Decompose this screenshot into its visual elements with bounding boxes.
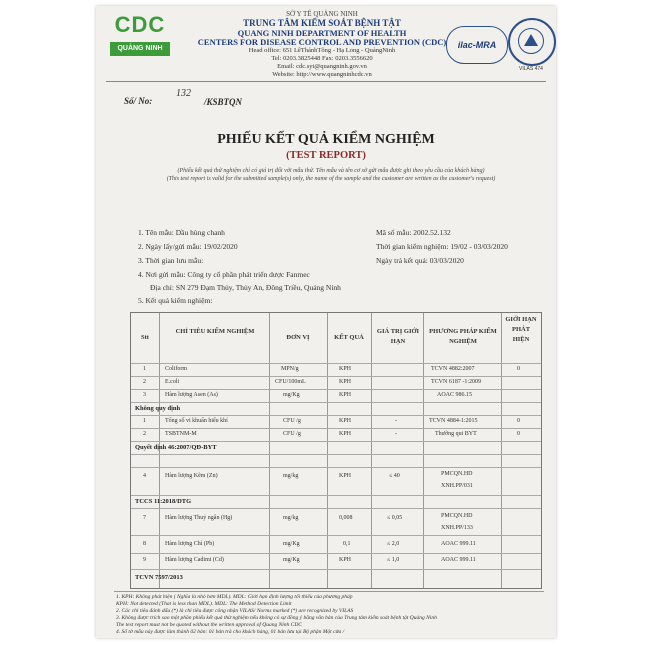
row-c1-method-code: XNH.PP/031: [441, 483, 473, 489]
row-c1-name: Hàm lượng Kẽm (Zn): [165, 473, 218, 479]
row-a1-name: Coliform: [165, 366, 187, 372]
row-d3-method: AOAC 999.11: [441, 557, 476, 563]
row-d1-limit: ≤ 0,05: [387, 515, 403, 521]
row-b1-result: KPH: [339, 418, 352, 424]
group-c-label: Quyết định 46:2007/QĐ-BYT: [135, 444, 217, 451]
header-divider: [106, 81, 546, 82]
row-d3-unit: mg/Kg: [283, 557, 300, 563]
row-b1-limit: -: [395, 418, 397, 424]
report-number: 132: [176, 88, 191, 99]
col-stt-header: Stt: [141, 334, 149, 341]
footnote-3: 3. Không được trích sao một phần phiếu kết quả thử nghiệm nếu không có sự đồng ý bằng văn bản của Trung tâm kiểm soát bệnh tật Quảng Ninh: [116, 615, 437, 621]
row-d2-method: AOAC 999.11: [441, 541, 476, 547]
row-b2-method: Thường qui BYT: [435, 431, 477, 437]
row-d1-method-code: XNH.PP/133: [441, 525, 473, 531]
group-b-label: Không quy định: [135, 405, 181, 412]
row-b2-detection: 0: [517, 431, 520, 437]
row-d1-method: PMCQN.HD: [441, 513, 473, 519]
col-method-header: PHƯƠNG PHÁP KIỂM NGHIỆM: [429, 328, 497, 345]
row-b2-limit: -: [395, 431, 397, 437]
email: Email: cdc.syt@quangninh.gov.vn: [277, 63, 367, 70]
row-d3-name: Hàm lượng Cadimi (Cd): [165, 557, 224, 563]
row-a1-detection: 0: [517, 366, 520, 372]
row-b1-unit: CFU /g: [283, 418, 301, 424]
disclaimer-en: (This test report is valid for the submitted sample(s) only, the name of the sample and the customer are written as the customer's request): [166, 176, 496, 182]
row-b1-name: Tổng số vi khuẩn hiếu khí: [165, 418, 228, 424]
sample-code: Mã số mẫu: 2002.52.132: [376, 228, 451, 237]
row-a1-unit: MPN/g: [281, 366, 299, 372]
department-name-en: QUANG NINH DEPARTMENT OF HEALTH: [237, 28, 407, 38]
test-time: Thời gian kiểm nghiệm: 19/02 - 03/03/2020: [376, 242, 508, 251]
row-c1-limit: ≤ 40: [389, 473, 400, 479]
footnote-divider: [114, 591, 544, 592]
test-report-document: [96, 6, 556, 638]
row-d2-unit: mg/Kg: [283, 541, 300, 547]
row-c1-unit: mg/kg: [283, 473, 299, 479]
cdc-logo: [110, 12, 170, 62]
col-criteria-header: CHỈ TIÊU KIỂM NGHIỆM: [175, 328, 255, 335]
row-d1-result: 0,008: [339, 515, 353, 521]
sender: 4. Nơi gửi mẫu: Công ty cổ phần phát triển dược Fanmec: [138, 270, 310, 279]
row-a3-stt: 3: [143, 392, 146, 398]
row-c1-stt: 4: [143, 473, 146, 479]
row-a1-result: KPH: [339, 366, 352, 372]
group-d-label: TCCS 11:2018/DTG: [135, 498, 192, 505]
row-c1-method: PMCQN.HD: [441, 471, 473, 477]
footnote-2: 2. Các chỉ tiêu đánh dấu (*) là chỉ tiêu được công nhận VILAS/ Norms marked (*) are recognized by VILAS: [116, 608, 354, 614]
footnote-1-en: KPH: Not detected (That is less than MDL). MDL: The Method Detection Limit: [116, 601, 292, 607]
row-b2-stt: 2: [143, 431, 146, 437]
result-date: Ngày trả kết quả: 03/03/2020: [376, 256, 464, 265]
cdc-logo-text: CDC: [114, 12, 166, 37]
group-e-label: TCVN 7597/2013: [135, 574, 183, 581]
sample-received-date: 2. Ngày lấy/gửi mẫu: 19/02/2020: [138, 242, 238, 251]
col-result-header: KẾT QUẢ: [334, 334, 364, 341]
row-a2-result: KPH: [339, 379, 352, 385]
footnote-4: 4. Số tờ mẫu này được làm thành 02 bản: 01 bản trả cho khách hàng, 01 bản lưu tại Bộ phận Một cửa /: [116, 629, 345, 635]
row-d2-stt: 8: [143, 541, 146, 547]
row-d2-name: Hàm lượng Chì (Pb): [165, 541, 215, 547]
website: Website: http://www.quangninhcdc.vn: [272, 71, 372, 78]
sample-name: 1. Tên mẫu: Dầu hùng chanh: [138, 228, 225, 237]
row-b2-name: TSBTNM-M: [165, 431, 197, 437]
row-a1-stt: 1: [143, 366, 146, 372]
row-a3-method: AOAC 986.15: [437, 392, 473, 398]
row-b1-stt: 1: [143, 418, 146, 424]
results-label: 5. Kết quả kiểm nghiệm:: [138, 296, 213, 305]
col-detection-header: GIỚI HẠN PHÁT HIỆN: [505, 316, 537, 343]
sender-address: Địa chỉ: SN 279 Đạm Thủy, Thủy An, Đông Triều, Quảng Ninh: [150, 283, 341, 292]
row-d3-result: KPH: [339, 557, 352, 563]
row-d1-unit: mg/kg: [283, 515, 299, 521]
center-name-vi: TRUNG TÂM KIỂM SOÁT BỆNH TẬT: [243, 18, 401, 28]
row-b2-unit: CFU /g: [283, 431, 301, 437]
vilas-number: VILAS 474: [519, 66, 543, 72]
row-d2-limit: ≤ 2,0: [387, 541, 400, 547]
row-a3-result: KPH: [339, 392, 352, 398]
row-a2-unit: CFU/100mL: [275, 379, 306, 385]
report-no-suffix: /KSBTQN: [204, 97, 243, 107]
row-b1-method: TCVN 4884-1:2015: [429, 418, 478, 424]
footnote-1: 1. KPH: Không phát hiện ( Nghĩa là nhỏ hơn MDL). MDL: Giới hạn định lượng tối thiểu của phương pháp: [116, 594, 353, 600]
row-d3-limit: ≤ 1,0: [387, 557, 400, 563]
report-title-vi: PHIẾU KẾT QUẢ KIỂM NGHIỆM: [217, 132, 435, 147]
storage-time: 3. Thời gian lưu mẫu:: [138, 256, 204, 265]
row-d2-result: 0,1: [343, 541, 351, 547]
tel-fax: Tel: 0203.3825448 Fax: 0203.3556620: [271, 55, 373, 62]
report-title-en: (TEST REPORT): [286, 150, 366, 161]
row-a1-method: TCVN 4882:2007: [431, 366, 475, 372]
row-d1-name: Hàm lượng Thuỷ ngân (Hg): [165, 515, 233, 521]
col-unit-header: ĐƠN VỊ: [286, 334, 310, 341]
row-b2-result: KPH: [339, 431, 352, 437]
accreditation-seal-icon: [508, 18, 556, 66]
office-address: Head office: 651 LêThánhTông - Hạ Long - QuảngNinh: [248, 47, 396, 54]
report-no-label: Số/ No:: [124, 96, 153, 106]
row-b1-detection: 0: [517, 418, 520, 424]
results-table: [130, 312, 542, 589]
col-limit-header: GIÁ TRỊ GIỚI HẠN: [376, 328, 420, 345]
row-a2-method: TCVN 6187 -1:2009: [431, 379, 481, 385]
footnote-3-en: The test report must not be quoted without the written approval of Quang Ninh CDC: [116, 622, 302, 628]
row-c1-result: KPH: [339, 473, 352, 479]
row-a3-unit: mg/Kg: [283, 392, 300, 398]
row-d1-stt: 7: [143, 515, 146, 521]
row-a2-name: E.coli: [165, 379, 180, 385]
ministry-name: SỞ Y TẾ QUẢNG NINH: [286, 10, 358, 18]
ilac-mra-logo: ilac-MRA: [446, 26, 508, 64]
row-d3-stt: 9: [143, 557, 146, 563]
row-a2-stt: 2: [143, 379, 146, 385]
row-a3-name: Hàm lượng Asen (As): [165, 392, 218, 398]
center-name-en: CENTERS FOR DISEASE CONTROL AND PREVENTION (CDC): [197, 37, 447, 47]
cdc-logo-subtitle: QUẢNG NINH: [110, 42, 170, 56]
disclaimer-vi: (Phiếu kết quả thử nghiệm chỉ có giá trị đối với mẫu thử. Tên mẫu và tên cơ sở gửi mẫu được ghi theo yêu cầu của khách hàng): [177, 168, 485, 174]
